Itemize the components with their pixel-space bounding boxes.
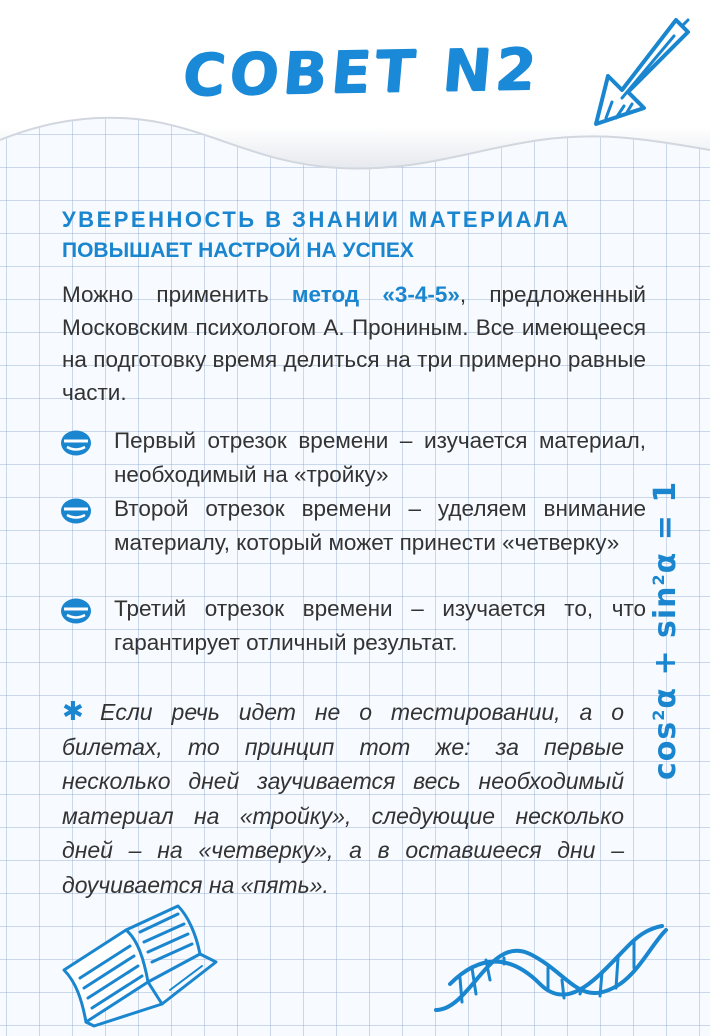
arrow-down-left-icon bbox=[578, 6, 698, 136]
method-highlight: метод «3-4-5» bbox=[291, 282, 460, 307]
note-text: Если речь идет не о тестировании, а о билетах, то принцип тот же: за первые несколько дней заучивается весь необходимый материал на «тройку», следующие несколько дней – на «четверку», а в оставшееся дни – доучивается на «пять». bbox=[62, 699, 624, 898]
formula-exp-2: 2 bbox=[649, 573, 668, 586]
face-bullet-icon bbox=[58, 428, 94, 458]
formula-plus: + bbox=[648, 637, 683, 687]
list-item-text: Третий отрезок времени – изучается то, что гарантирует отличный результат. bbox=[114, 596, 646, 655]
heading-line-1: УВЕРЕННОСТЬ В ЗНАНИИ МАТЕРИАЛА bbox=[62, 207, 571, 232]
face-bullet-icon bbox=[58, 496, 94, 526]
note-paragraph bbox=[62, 694, 624, 902]
formula-cos: cos bbox=[648, 720, 683, 780]
list-item-text: Первый отрезок времени – изучается материал, необходимый на «тройку» bbox=[114, 428, 646, 487]
face-bullet-icon bbox=[58, 596, 94, 626]
list-item-text: Второй отрезок времени – уделяем внимание материалу, который может принести «четверку» bbox=[114, 496, 646, 555]
formula-sin: sin bbox=[648, 585, 683, 638]
section-heading bbox=[62, 204, 662, 266]
formula-alpha-1: α bbox=[648, 686, 683, 709]
formula-equals: = 1 bbox=[648, 480, 683, 552]
intro-text-start: Можно применить bbox=[62, 282, 292, 307]
intro-text-end: , предложенный Московским психологом А. Прониным. Все имеющееся на подготовку время делиться на три примерно равные части. bbox=[62, 282, 646, 405]
formula-exp-1: 2 bbox=[649, 708, 668, 721]
heading-line-2: ПОВЫШАЕТ НАСТРОЙ НА УСПЕХ bbox=[62, 239, 414, 262]
intro-paragraph bbox=[62, 279, 646, 409]
dna-helix-icon bbox=[430, 914, 670, 1024]
page-title: СОВЕТ N2 bbox=[179, 34, 543, 110]
trig-formula bbox=[648, 480, 698, 780]
open-book-icon bbox=[56, 900, 226, 1030]
formula-alpha-2: α bbox=[648, 551, 683, 574]
asterisk-icon: ✱ bbox=[62, 696, 84, 726]
